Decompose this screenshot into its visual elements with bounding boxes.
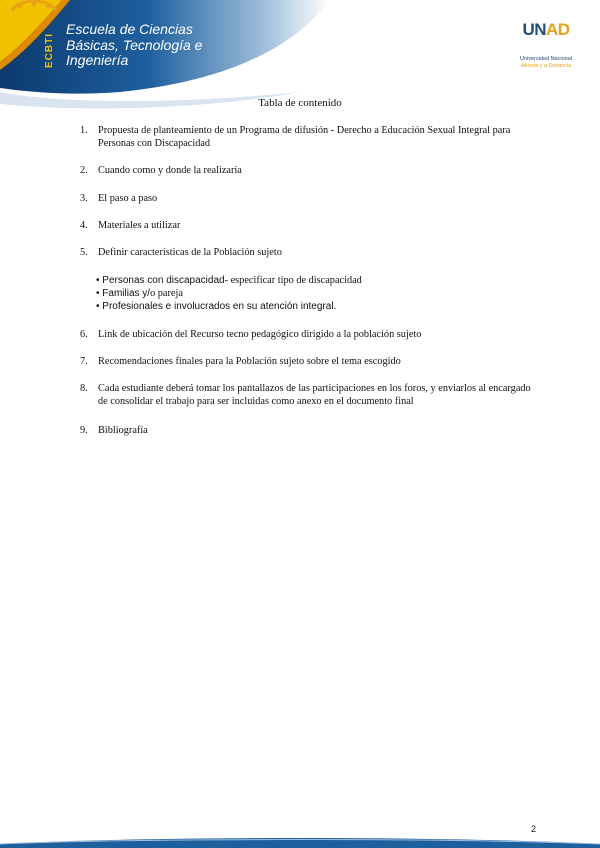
toc-title: Tabla de contenido <box>258 97 342 109</box>
unad-logo-line1: Universidad Nacional <box>520 56 572 62</box>
page-number: 2 <box>531 824 537 834</box>
toc-item-number: 6. <box>80 329 88 340</box>
toc-item-text: Cada estudiante deberá tomar los pantallazos de las participaciones en los foros, y enviarlos al encargado de consolidar el trabajo para ser incluidas como anexo en el documento final <box>98 383 531 407</box>
toc-item-text: Cuando como y donde la realizaría <box>98 165 242 176</box>
toc-item-number: 7. <box>80 356 88 367</box>
unad-logo-line2: Abierta y a Distancia <box>520 63 572 69</box>
footer-rule <box>0 836 600 848</box>
toc-item-text: Definir características de la Población sujeto <box>98 247 282 258</box>
population-bullet-list <box>96 274 362 313</box>
school-name <box>66 22 202 69</box>
school-line: Escuela de Ciencias <box>66 21 193 37</box>
toc-item-number: 5. <box>80 247 88 258</box>
toc-item-text: Recomendaciones finales para la Población sujeto sobre el tema escogido <box>98 356 401 367</box>
toc-item-text: El paso a paso <box>98 193 158 204</box>
toc-item-text: Materiales a utilizar <box>98 220 181 231</box>
toc-item-number: 2. <box>80 165 88 176</box>
school-line: Ingeniería <box>66 52 129 68</box>
toc-item-number: 1. <box>80 125 88 136</box>
toc-item-text: Bibliografía <box>98 425 148 436</box>
unad-logo-icon <box>0 0 68 52</box>
toc-item-text: Link de ubicación del Recurso tecno pedagógico dirigido a la población sujeto <box>98 329 422 340</box>
unad-logo-mark: UNAD <box>522 20 570 39</box>
bullet-item: • Familias y/o pareja <box>96 288 183 299</box>
ecbti-acronym: ECBTI <box>44 33 55 69</box>
bullet-item: • Personas con discapacidad- especificar tipo de discapacidad <box>96 275 362 286</box>
toc-item-number: 9. <box>80 425 88 436</box>
school-line: Básicas, Tecnología e <box>66 36 203 53</box>
document-header <box>0 0 600 112</box>
toc-item-number: 4. <box>80 220 88 231</box>
toc-item-number: 8. <box>80 383 88 394</box>
bullet-item: • Profesionales e involucrados en su atención integral. <box>96 301 337 312</box>
toc-item-number: 3. <box>80 193 88 204</box>
toc-item-text: Propuesta de planteamiento de un Programa de difusión - Derecho a Educación Sexual Integral para Personas con Discapacidad <box>98 125 511 149</box>
